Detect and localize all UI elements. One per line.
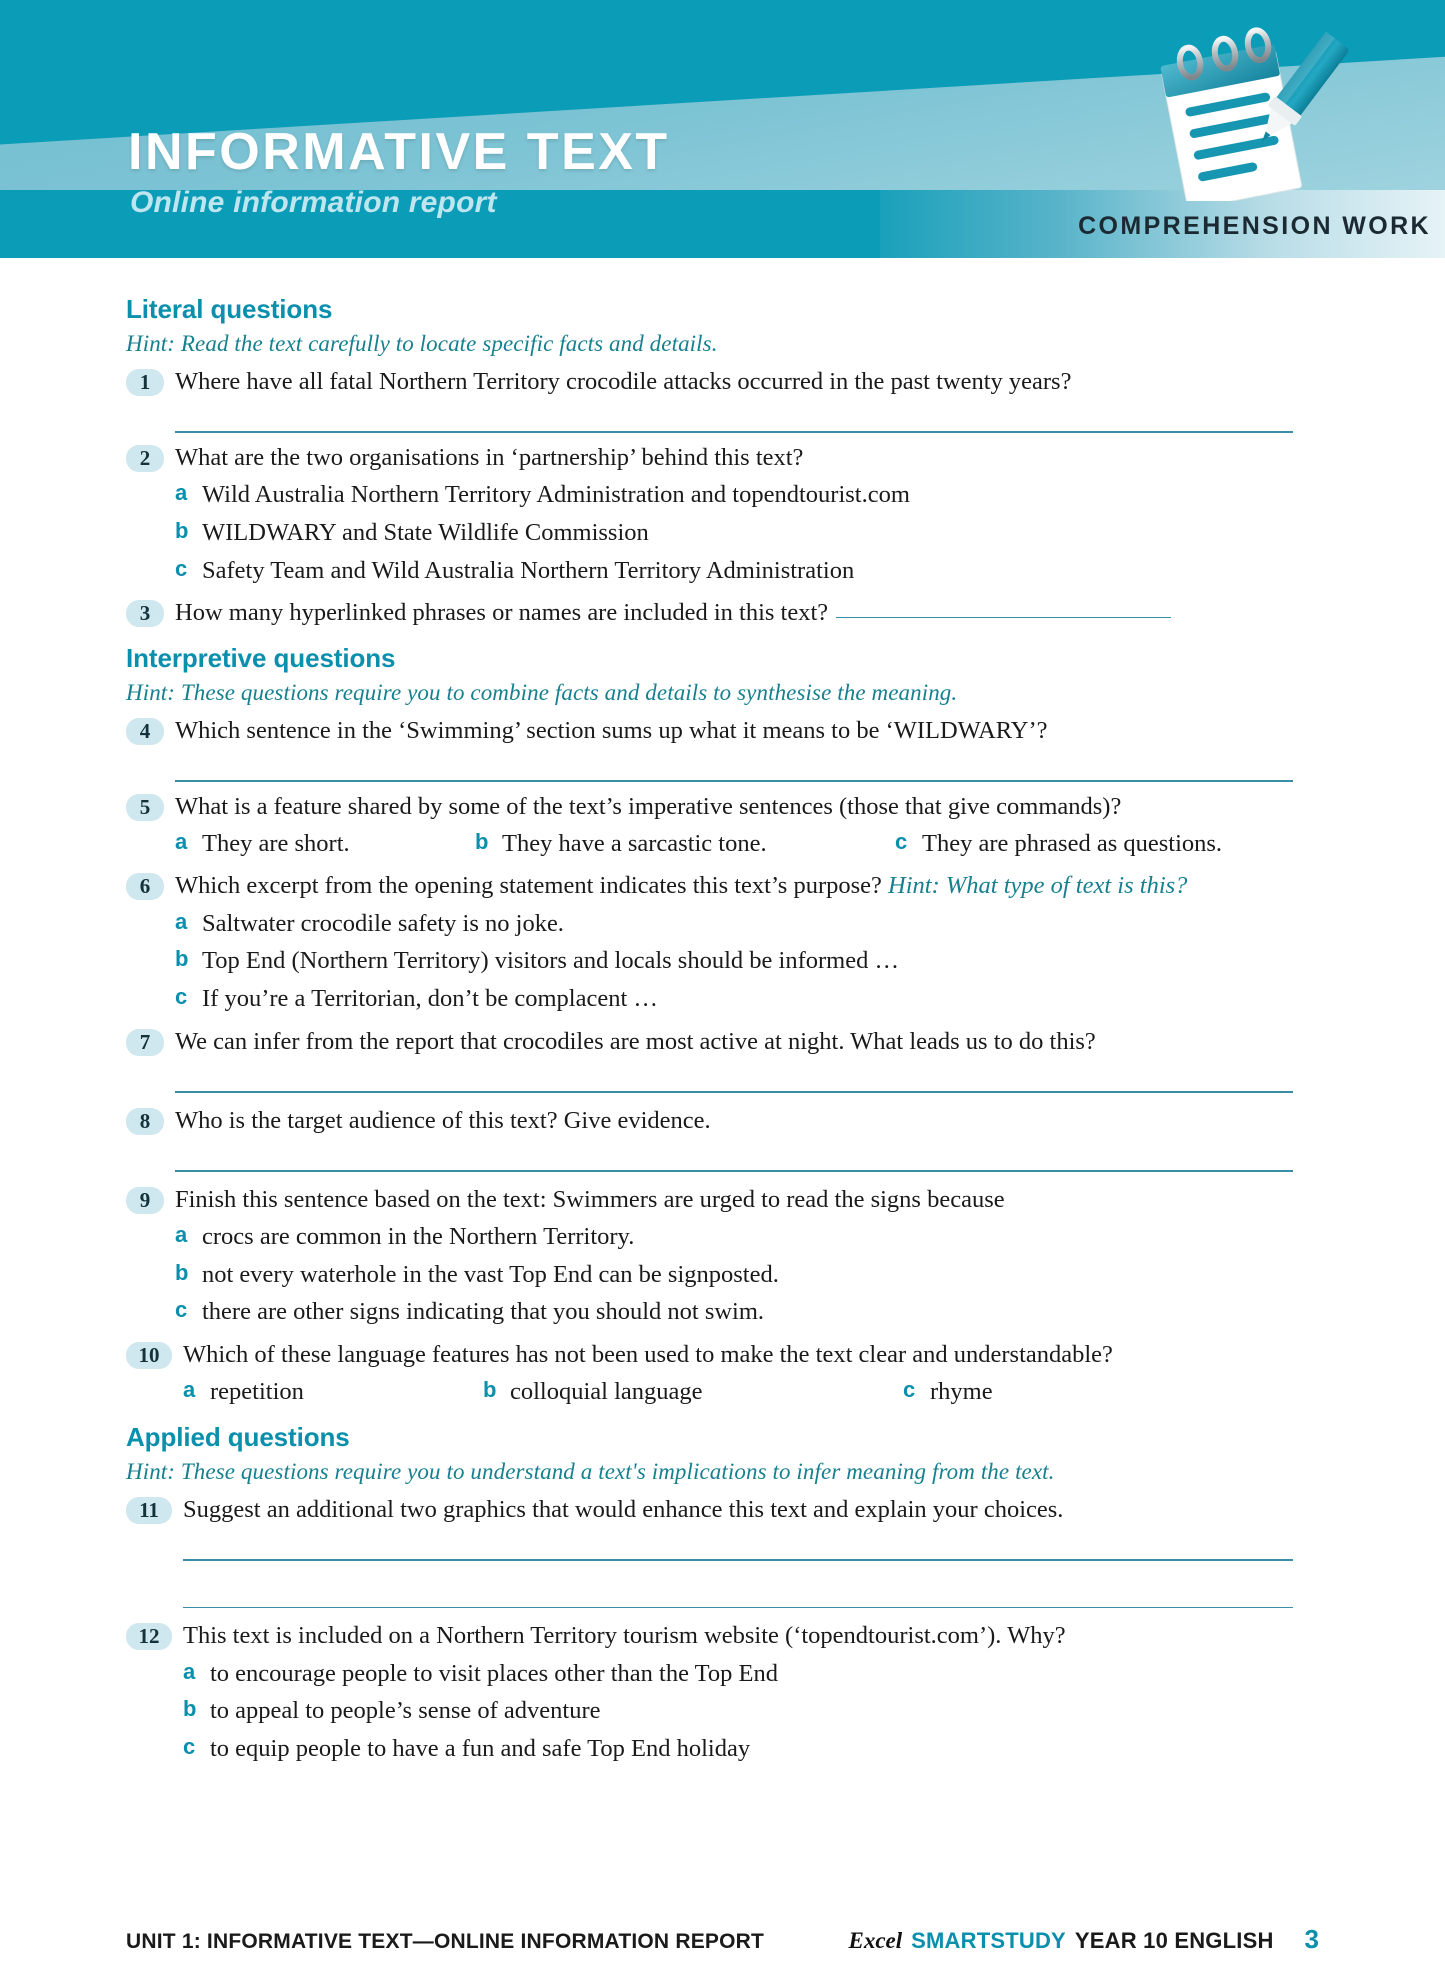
question-text: Suggest an additional two graphics that would enhance this text and explain your choices. (183, 1495, 1064, 1523)
section-heading-interpretive: Interpretive questions (126, 642, 396, 673)
inline-hint: Hint: What type of text is this? (888, 872, 1188, 900)
question-8 (126, 1105, 1319, 1136)
option-text: They have a sarcastic tone. (502, 829, 767, 857)
question-text (175, 870, 1319, 901)
option-letter: a (183, 1658, 196, 1684)
option-text: Safety Team and Wild Australia Northern Territory Administration (202, 556, 855, 584)
section-hint-applied: Hint: These questions require you to understand a text's implications to infer meaning from the text. (126, 1458, 1055, 1484)
option-letter: a (175, 480, 188, 506)
question-12 (126, 1620, 1319, 1651)
option-10c[interactable] (903, 1377, 993, 1408)
option-text: colloquial language (510, 1378, 703, 1406)
option-text: If you’re a Territorian, don’t be complacent … (202, 985, 658, 1013)
option-12c[interactable] (183, 1734, 1319, 1765)
option-text: repetition (210, 1378, 304, 1406)
comprehension-work-tag: COMPREHENSION WORK (1078, 212, 1431, 240)
question-5 (126, 791, 1319, 822)
option-text: rhyme (930, 1378, 993, 1406)
option-letter: b (175, 517, 189, 543)
option-12b[interactable] (183, 1696, 1319, 1727)
question-7 (126, 1026, 1319, 1057)
footer-unit-label: UNIT 1: INFORMATIVE TEXT—ONLINE INFORMATION REPORT (126, 1930, 765, 1953)
option-text: to equip people to have a fun and safe Top End holiday (210, 1735, 751, 1762)
option-text: They are short. (202, 829, 350, 857)
page-subtitle: Online information report (130, 186, 497, 219)
question-text: Finish this sentence based on the text: Swimmers are urged to read the signs because (175, 1185, 1005, 1213)
question-number: 11 (126, 1497, 172, 1524)
question-text-label: How many hyperlinked phrases or names are included in this text? (175, 599, 829, 627)
page-header (0, 0, 1445, 258)
option-6a[interactable] (175, 909, 1319, 940)
option-letter: c (175, 1297, 188, 1323)
question-11 (126, 1494, 1319, 1525)
notepad-marker-icon (1145, 26, 1355, 201)
page-footer (0, 1924, 1445, 1955)
question-number: 7 (126, 1029, 164, 1056)
option-text: there are other signs indicating that you should not swim. (202, 1298, 765, 1326)
question-3 (126, 597, 1319, 628)
page-title: INFORMATIVE TEXT (128, 123, 670, 181)
section-heading-applied: Applied questions (126, 1421, 350, 1452)
section-hint-interpretive: Hint: These questions require you to combine facts and details to synthesise the meaning. (126, 679, 958, 705)
option-letter: a (175, 1221, 188, 1247)
option-letter: b (183, 1696, 197, 1722)
option-letter: a (175, 908, 188, 934)
option-letter: b (175, 946, 189, 972)
question-text: We can infer from the report that crocodiles are most active at night. What leads us to do this? (175, 1027, 1096, 1055)
answer-line[interactable] (175, 1170, 1293, 1172)
answer-line[interactable] (183, 1607, 1293, 1609)
option-letter: c (895, 828, 908, 854)
question-number: 8 (126, 1108, 164, 1135)
option-2c[interactable] (175, 556, 1319, 587)
option-letter: b (483, 1377, 497, 1403)
answer-line[interactable] (183, 1559, 1293, 1561)
option-text: Wild Australia Northern Territory Administration and topendtourist.com (202, 481, 910, 509)
option-10b[interactable] (483, 1377, 903, 1408)
option-letter: c (183, 1734, 196, 1759)
option-5b[interactable] (475, 829, 895, 860)
option-5c[interactable] (895, 829, 1222, 860)
options-row-5 (175, 829, 1319, 860)
inline-answer-line[interactable] (836, 616, 1171, 618)
question-number: 10 (126, 1342, 172, 1369)
question-9 (126, 1184, 1319, 1215)
brand-excel: Excel (848, 1928, 903, 1953)
question-number: 9 (126, 1187, 164, 1214)
option-letter: c (903, 1377, 916, 1403)
question-10 (126, 1339, 1319, 1370)
section-hint-literal: Hint: Read the text carefully to locate specific facts and details. (126, 331, 718, 356)
question-text: Which of these language features has not been used to make the text clear and understandable? (183, 1340, 1113, 1368)
question-number: 1 (126, 369, 164, 396)
option-5a[interactable] (175, 829, 475, 860)
option-letter: b (175, 1259, 189, 1285)
question-text: Who is the target audience of this text? Give evidence. (175, 1106, 711, 1134)
question-6 (126, 870, 1319, 901)
option-text: They are phrased as questions. (922, 829, 1223, 857)
answer-line[interactable] (175, 431, 1293, 433)
option-2a[interactable] (175, 480, 1319, 511)
option-text: to encourage people to visit places other than the Top End (210, 1659, 778, 1687)
answer-line[interactable] (175, 780, 1293, 782)
footer-brand-block (848, 1924, 1319, 1955)
question-text: Where have all fatal Northern Territory crocodile attacks occurred in the past twenty years? (175, 368, 1072, 395)
option-letter: b (475, 828, 489, 854)
question-text: This text is included on a Northern Territory tourism website (‘topendtourist.com’). Why? (183, 1622, 1066, 1650)
option-9c[interactable] (175, 1297, 1319, 1328)
question-number: 2 (126, 445, 164, 472)
question-text-label: Which excerpt from the opening statement indicates this text’s purpose? (175, 872, 882, 900)
brand-smartstudy: SMARTSTUDY (911, 1928, 1066, 1953)
page-number: 3 (1304, 1924, 1319, 1954)
option-letter: a (183, 1377, 196, 1403)
question-number: 6 (126, 873, 164, 900)
question-4 (126, 715, 1319, 746)
option-letter: c (175, 984, 188, 1010)
option-letter: a (175, 828, 188, 854)
option-6c[interactable] (175, 984, 1319, 1015)
option-2b[interactable] (175, 518, 1319, 549)
worksheet-content (0, 258, 1445, 1765)
question-text: Which sentence in the ‘Swimming’ section sums up what it means to be ‘WILDWARY’? (175, 716, 1048, 744)
question-2 (126, 442, 1319, 473)
question-text: What is a feature shared by some of the text’s imperative sentences (those that give commands)? (175, 792, 1122, 820)
question-number: 4 (126, 718, 164, 745)
brand-year-level: YEAR 10 ENGLISH (1074, 1928, 1274, 1953)
option-text: Top End (Northern Territory) visitors and locals should be informed … (202, 947, 899, 975)
option-9a[interactable] (175, 1222, 1319, 1253)
question-text (175, 597, 1319, 628)
option-text: Saltwater crocodile safety is no joke. (202, 909, 564, 937)
option-6b[interactable] (175, 946, 1319, 977)
question-1 (126, 366, 1319, 397)
section-heading-literal: Literal questions (126, 294, 333, 324)
question-number: 3 (126, 600, 164, 627)
question-text: What are the two organisations in ‘partnership’ behind this text? (175, 443, 804, 471)
option-12a[interactable] (183, 1659, 1319, 1690)
option-10a[interactable] (183, 1377, 483, 1408)
question-number: 12 (126, 1623, 172, 1650)
option-letter: c (175, 555, 188, 581)
option-text: WILDWARY and State Wildlife Commission (202, 518, 649, 546)
option-text: crocs are common in the Northern Territory. (202, 1222, 635, 1250)
options-row-10 (183, 1377, 1319, 1408)
header-title-block (128, 123, 670, 219)
option-text: not every waterhole in the vast Top End can be signposted. (202, 1260, 779, 1288)
question-number: 5 (126, 794, 164, 821)
option-text: to appeal to people’s sense of adventure (210, 1697, 601, 1725)
answer-line[interactable] (175, 1091, 1293, 1093)
option-9b[interactable] (175, 1260, 1319, 1291)
